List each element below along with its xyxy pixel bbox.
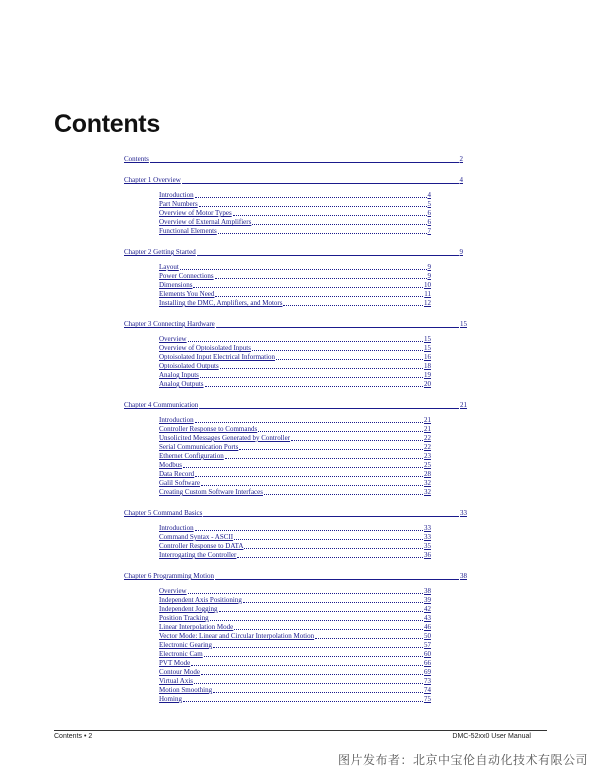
toc-leader — [252, 350, 423, 351]
toc-entry-page: 36 — [424, 551, 431, 559]
toc-section-entry[interactable] — [159, 200, 431, 209]
toc-entry-label: Controller Response to DATA — [159, 542, 244, 550]
toc-section-entry[interactable] — [159, 434, 431, 443]
toc-entry-label: Overview of Motor Types — [159, 209, 232, 217]
toc-entry-label: Elements You Need — [159, 290, 215, 298]
toc-section-entry[interactable] — [159, 668, 431, 677]
toc-leader — [180, 269, 427, 270]
toc-section-entry[interactable] — [159, 218, 431, 227]
toc-leader — [204, 656, 423, 657]
toc-leader — [234, 539, 423, 540]
toc-entry-label: Modbus — [159, 461, 182, 469]
toc-entry-label: Overview — [159, 335, 187, 343]
toc-section-entry[interactable] — [159, 686, 431, 695]
toc-entry-label: Ethernet Configuration — [159, 452, 224, 460]
toc-leader — [243, 602, 423, 603]
toc-leader — [191, 665, 423, 666]
toc-entry-label: Overview — [159, 587, 187, 595]
toc-entry-label: Serial Communication Ports — [159, 443, 239, 451]
toc-entry-label: Homing — [159, 695, 182, 703]
toc-leader — [188, 593, 423, 594]
toc-section-entry[interactable] — [159, 335, 431, 344]
toc-section-entry[interactable] — [159, 659, 431, 668]
toc-entry-page: 20 — [424, 380, 431, 388]
toc-entry-label: Introduction — [159, 416, 194, 424]
toc-entry-page: 25 — [424, 461, 431, 469]
toc-leader — [205, 386, 423, 387]
toc-entry-page: 32 — [424, 488, 431, 496]
toc-section-entry[interactable] — [159, 272, 431, 281]
toc-entry-page: 35 — [424, 542, 431, 550]
toc-section-entry[interactable] — [159, 650, 431, 659]
toc-entry-label: Controller Response to Commands — [159, 425, 258, 433]
toc-section-entry[interactable] — [159, 605, 431, 614]
toc-section-entry[interactable] — [159, 623, 431, 632]
toc-entry-page: 21 — [424, 425, 431, 433]
toc-entry-label: Electronic Cam — [159, 650, 203, 658]
toc-leader — [215, 579, 459, 580]
toc-section-entry[interactable] — [159, 227, 431, 236]
toc-chapter-entry[interactable] — [124, 572, 467, 581]
toc-leader — [215, 296, 423, 297]
toc-entry-page: 12 — [424, 299, 431, 307]
toc-entry-page: 15 — [460, 320, 467, 328]
toc-entry-page: 38 — [424, 587, 431, 595]
toc-entry-label: Vector Mode: Linear and Circular Interpolation Motion — [159, 632, 315, 640]
toc-entry-label: Chapter 6 Programming Motion — [124, 572, 215, 580]
toc-section-entry[interactable] — [159, 470, 431, 479]
toc-entry-page: 73 — [424, 677, 431, 685]
toc-entry-page: 19 — [424, 371, 431, 379]
toc-leader — [216, 327, 459, 328]
toc-entry-label: Contour Mode — [159, 668, 201, 676]
toc-entry-page: 28 — [424, 470, 431, 478]
toc-leader — [225, 458, 423, 459]
toc-leader — [237, 557, 423, 558]
toc-leader — [200, 377, 423, 378]
toc-entry-label: Electronic Gearing — [159, 641, 213, 649]
toc-entry-label: Interrogating the Controller — [159, 551, 237, 559]
toc-entry-page: 22 — [424, 434, 431, 442]
toc-chapter-entry[interactable] — [124, 176, 463, 185]
toc-leader — [264, 494, 423, 495]
toc-leader — [210, 620, 423, 621]
toc-section-entry[interactable] — [159, 614, 431, 623]
toc-leader — [213, 647, 423, 648]
toc-entry-label: Introduction — [159, 191, 194, 199]
toc-entry-page: 60 — [424, 650, 431, 658]
toc-entry-label: Power Connections — [159, 272, 214, 280]
toc-entry-label: Analog Inputs — [159, 371, 199, 379]
toc-chapter-entry[interactable] — [124, 509, 467, 518]
publisher-watermark: 图片发布者：北京中宝伦自动化技术有限公司 — [337, 753, 588, 767]
toc-entry-page: 57 — [424, 641, 431, 649]
toc-entry-page: 15 — [424, 335, 431, 343]
toc-leader — [183, 701, 423, 702]
toc-entry-page: 6 — [427, 218, 431, 226]
toc-entry-label: Independent Axis Positioning — [159, 596, 242, 604]
toc-section-entry[interactable] — [159, 290, 431, 299]
toc-section-entry[interactable] — [159, 209, 431, 218]
toc-entry-label: Galil Software — [159, 479, 201, 487]
toc-section-entry[interactable] — [159, 344, 431, 353]
toc-section-entry[interactable] — [159, 353, 431, 362]
toc-entry-label: Creating Custom Software Interfaces — [159, 488, 263, 496]
toc-entry-page: 9 — [459, 248, 463, 256]
toc-entry-label: Part Numbers — [159, 200, 198, 208]
toc-entry-page: 5 — [427, 200, 431, 208]
toc-entry-page: 15 — [424, 344, 431, 352]
toc-leader — [201, 674, 423, 675]
toc-section-entry[interactable] — [159, 461, 431, 470]
toc-entry-page: 9 — [427, 263, 431, 271]
toc-entry-label: Motion Smoothing — [159, 686, 213, 694]
toc-entry-page: 16 — [424, 353, 431, 361]
toc-entry-page: 4 — [427, 191, 431, 199]
toc-leader — [201, 485, 423, 486]
toc-section-entry[interactable] — [159, 488, 431, 497]
toc-entry-label: Command Syntax - ASCII — [159, 533, 234, 541]
toc-entry-label: Data Record — [159, 470, 195, 478]
toc-section-entry[interactable] — [159, 641, 431, 650]
toc-leader — [234, 629, 423, 630]
toc-entry-label: Position Tracking — [159, 614, 209, 622]
toc-entry-page: 22 — [424, 443, 431, 451]
toc-leader — [215, 278, 427, 279]
toc-leader — [203, 516, 459, 517]
toc-entry-page: 39 — [424, 596, 431, 604]
toc-section-entry[interactable] — [159, 677, 431, 686]
toc-entry-page: 2 — [459, 155, 463, 163]
toc-entry-label: Virtual Axis — [159, 677, 193, 685]
toc-entry-page: 66 — [424, 659, 431, 667]
toc-chapter-entry[interactable] — [124, 320, 467, 329]
toc-section-entry[interactable] — [159, 542, 431, 551]
toc-leader — [283, 305, 423, 306]
toc-entry-label: Analog Outputs — [159, 380, 204, 388]
toc-entry-page: 23 — [424, 452, 431, 460]
toc-entry-page: 42 — [424, 605, 431, 613]
toc-entry-label: Linear Interpolation Mode — [159, 623, 234, 631]
toc-entry-page: 9 — [427, 272, 431, 280]
toc-leader — [218, 233, 427, 234]
toc-entry-page: 32 — [424, 479, 431, 487]
toc-leader — [193, 287, 423, 288]
toc-entry-page: 6 — [427, 209, 431, 217]
toc-entry-label: Overview of Optoisolated Inputs — [159, 344, 251, 352]
toc-entry-label: Optoisolated Outputs — [159, 362, 219, 370]
toc-section-entry[interactable] — [159, 443, 431, 452]
toc-leader — [195, 530, 423, 531]
toc-leader — [258, 431, 423, 432]
toc-section-entry[interactable] — [159, 281, 431, 290]
toc-leader — [315, 638, 423, 639]
toc-leader — [195, 197, 427, 198]
toc-entry-page: 43 — [424, 614, 431, 622]
toc-section-entry[interactable] — [159, 380, 431, 389]
toc-entry-page: 33 — [460, 509, 467, 517]
toc-leader — [239, 449, 423, 450]
toc-entry-page: 46 — [424, 623, 431, 631]
toc-leader — [183, 467, 423, 468]
toc-entry-page: 4 — [459, 176, 463, 184]
toc-section-entry[interactable] — [159, 452, 431, 461]
toc-section-entry[interactable] — [159, 632, 431, 641]
toc-entry-label: Independent Jogging — [159, 605, 218, 613]
toc-section-entry[interactable] — [159, 479, 431, 488]
toc-chapter-entry[interactable] — [124, 155, 463, 164]
toc-entry-page: 21 — [460, 401, 467, 409]
toc-entry-page: 10 — [424, 281, 431, 289]
toc-entry-label: Introduction — [159, 524, 194, 532]
toc-entry-label: Chapter 3 Connecting Hardware — [124, 320, 215, 328]
toc-entry-label: Chapter 5 Command Basics — [124, 509, 203, 517]
toc-entry-page: 7 — [427, 227, 431, 235]
toc-section-entry[interactable] — [159, 695, 431, 704]
toc-leader — [244, 548, 423, 549]
toc-leader — [195, 476, 423, 477]
toc-entry-label: Overview of External Amplifiers — [159, 218, 252, 226]
toc-section-entry[interactable] — [159, 191, 431, 200]
toc-entry-page: 74 — [424, 686, 431, 694]
toc-leader — [220, 368, 423, 369]
toc-leader — [219, 611, 423, 612]
toc-leader — [194, 683, 423, 684]
toc-section-entry[interactable] — [159, 524, 431, 533]
toc-chapter-entry[interactable] — [124, 248, 463, 257]
toc-entry-label: Layout — [159, 263, 179, 271]
toc-chapter-entry[interactable] — [124, 401, 467, 410]
toc-entry-label: Dimensions — [159, 281, 193, 289]
toc-entry-label: PVT Mode — [159, 659, 191, 667]
toc-entry-page: 69 — [424, 668, 431, 676]
toc-entry-label: Chapter 1 Overview — [124, 176, 181, 184]
toc-section-entry[interactable] — [159, 416, 431, 425]
toc-section-entry[interactable] — [159, 299, 431, 308]
toc-entry-page: 18 — [424, 362, 431, 370]
toc-leader — [188, 341, 423, 342]
toc-section-entry[interactable] — [159, 551, 431, 560]
toc-entry-label: Contents — [124, 155, 149, 163]
toc-leader — [233, 215, 427, 216]
toc-entry-page: 33 — [424, 524, 431, 532]
toc-section-entry[interactable] — [159, 596, 431, 605]
toc-section-entry[interactable] — [159, 533, 431, 542]
toc-entry-label: Installing the DMC, Amplifiers, and Motors — [159, 299, 283, 307]
toc-entry-label: Optoisolated Input Electrical Information — [159, 353, 276, 361]
toc-section-entry[interactable] — [159, 371, 431, 380]
toc-leader — [197, 255, 459, 256]
toc-leader — [195, 422, 423, 423]
toc-leader — [213, 692, 423, 693]
toc-entry-page: 50 — [424, 632, 431, 640]
toc-entry-label: Chapter 4 Communication — [124, 401, 199, 409]
toc-entry-label: Unsolicited Messages Generated by Controller — [159, 434, 291, 442]
toc-section-entry[interactable] — [159, 425, 431, 434]
footer-rule — [54, 730, 547, 731]
footer-manual-title: DMC-52xx0 User Manual — [452, 733, 531, 740]
toc-section-entry[interactable] — [159, 587, 431, 596]
toc-leader — [291, 440, 423, 441]
toc-entry-page: 38 — [460, 572, 467, 580]
toc-entry-page: 21 — [424, 416, 431, 424]
toc-entry-page: 33 — [424, 533, 431, 541]
toc-entry-page: 11 — [424, 290, 431, 298]
page-title: Contents — [54, 110, 160, 138]
toc-leader — [276, 359, 423, 360]
toc-entry-label: Chapter 2 Getting Started — [124, 248, 196, 256]
toc-leader — [199, 206, 427, 207]
footer-page-label: Contents • 2 — [54, 733, 93, 740]
toc-section-entry[interactable] — [159, 263, 431, 272]
toc-entry-label: Functional Elements — [159, 227, 217, 235]
toc-leader — [199, 408, 459, 409]
toc-section-entry[interactable] — [159, 362, 431, 371]
toc-leader — [182, 183, 459, 184]
toc-entry-page: 75 — [424, 695, 431, 703]
toc-leader — [252, 224, 426, 225]
toc-leader — [150, 162, 459, 163]
